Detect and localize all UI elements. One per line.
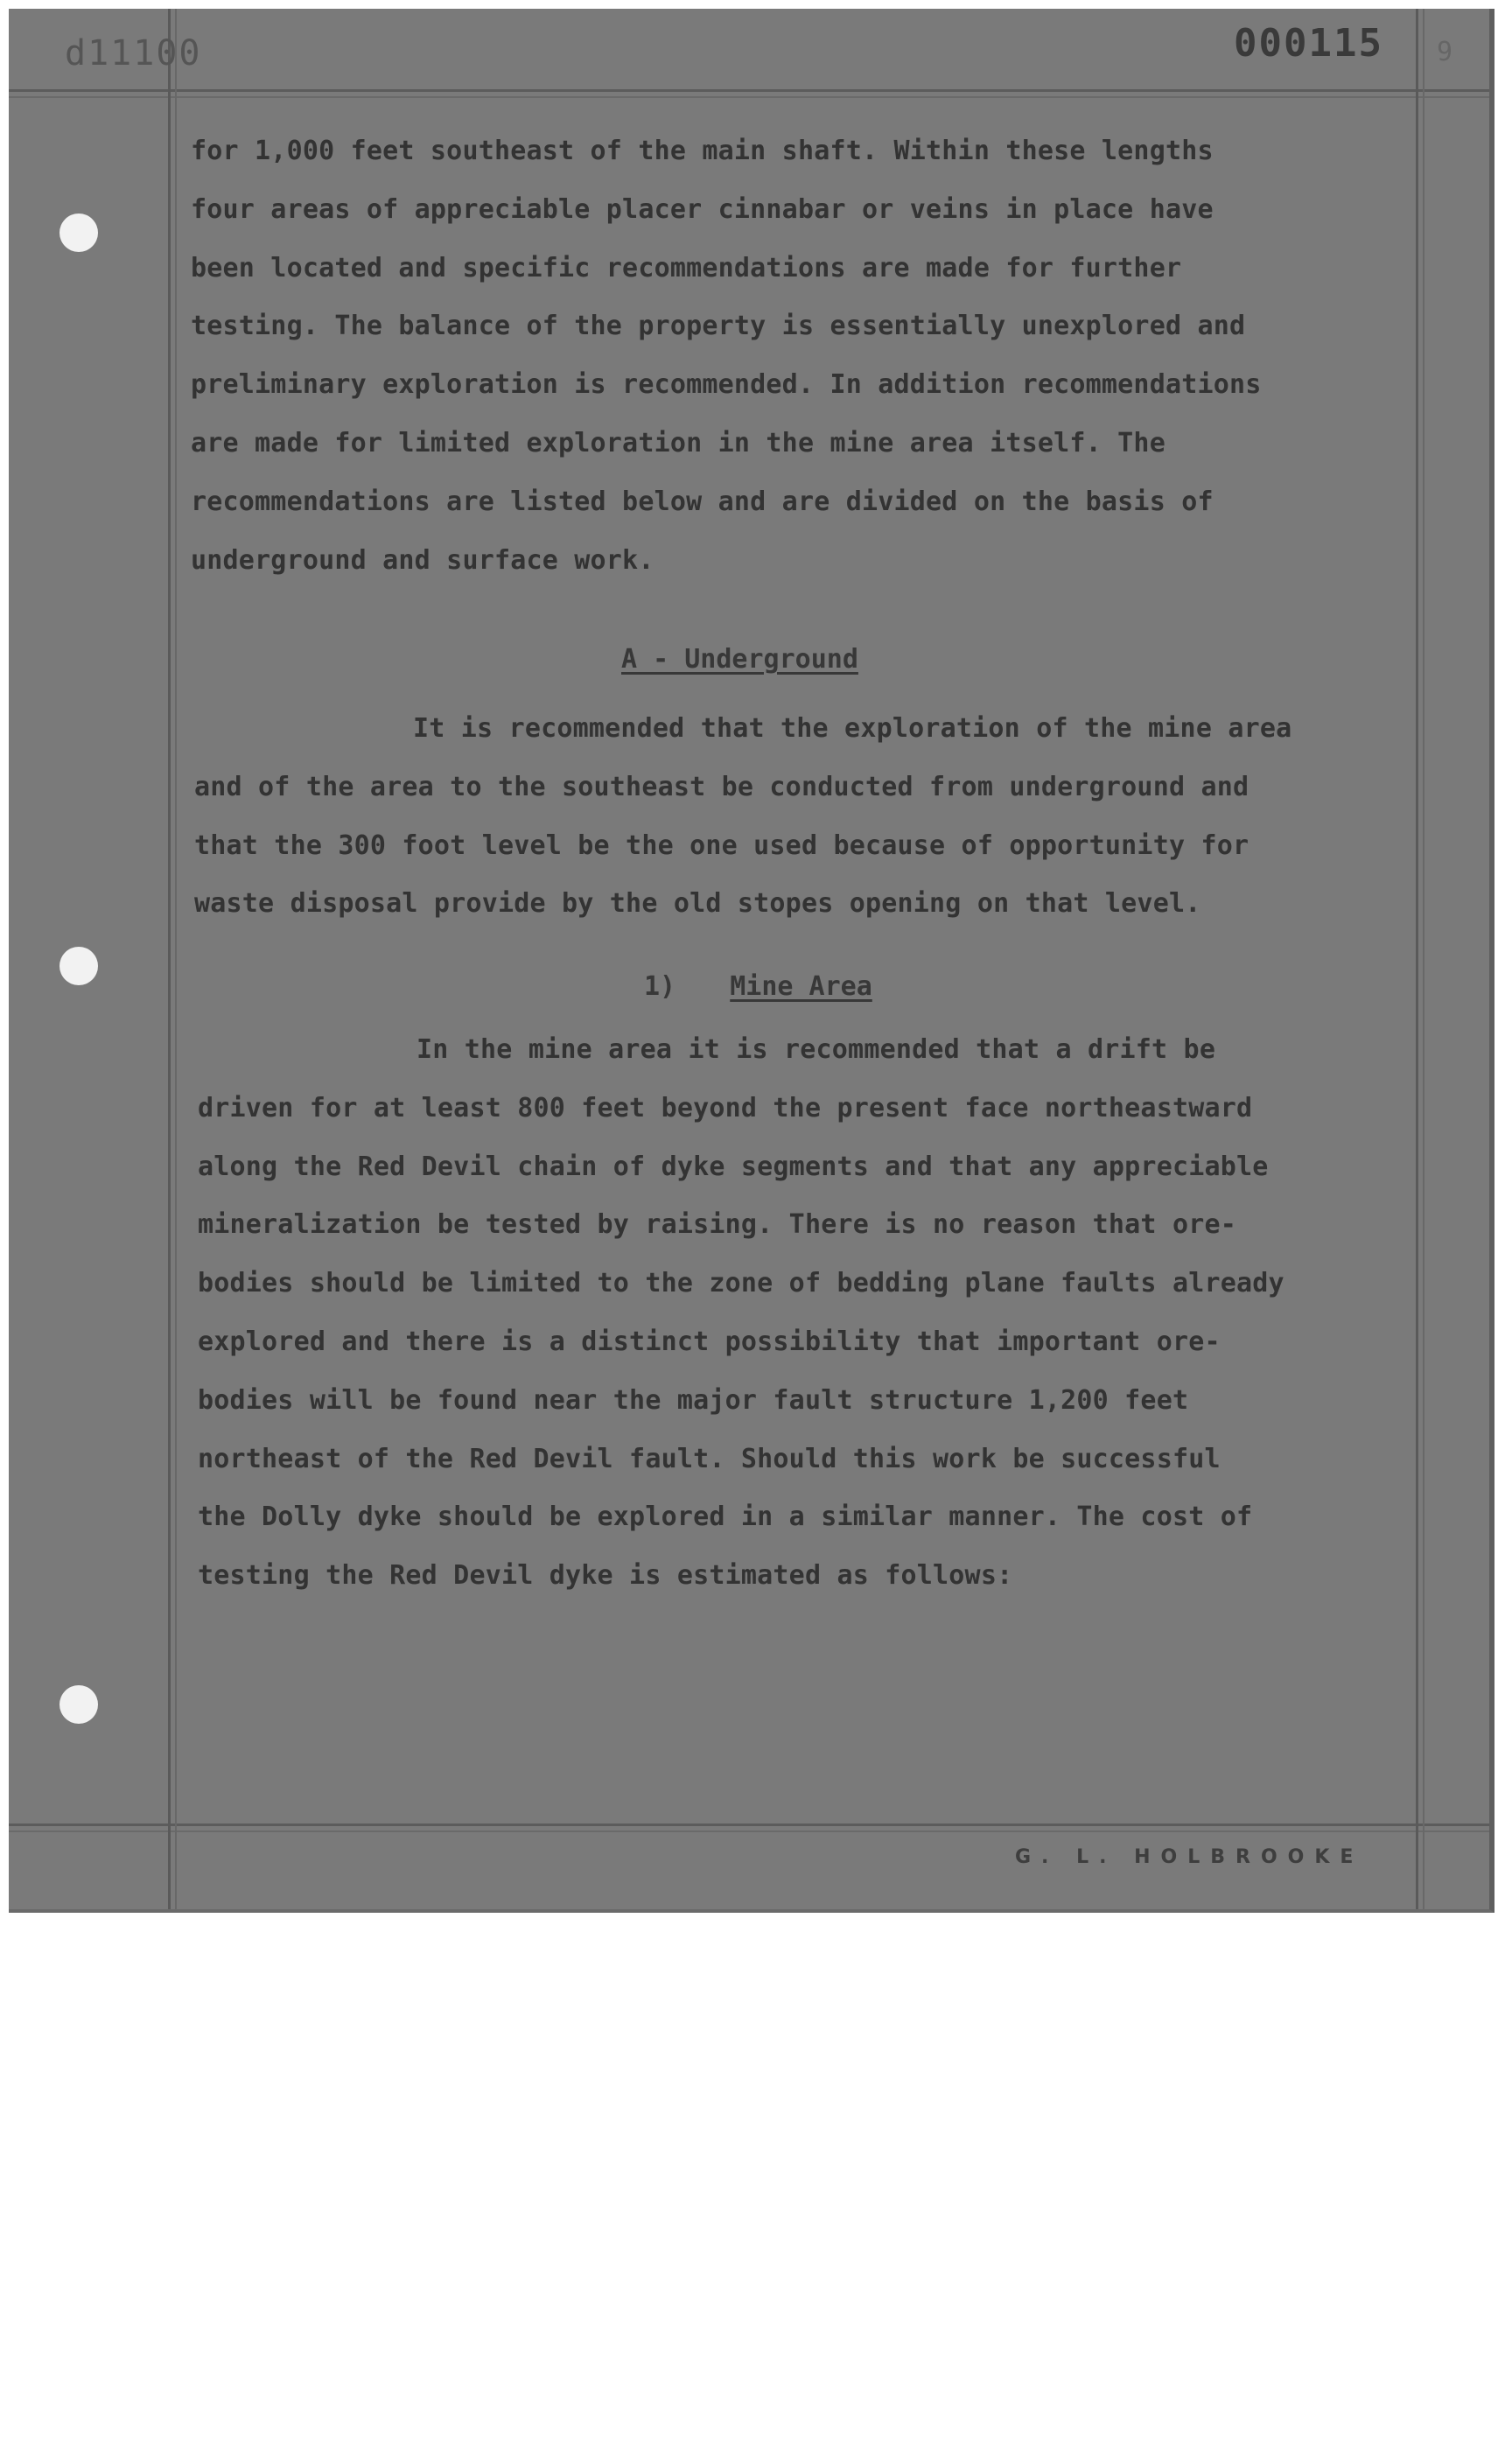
text-line: been located and specific recommendations are made for further	[191, 252, 1182, 284]
text-line: that the 300 foot level be the one used because of opportunity for	[194, 830, 1250, 861]
text-line: driven for at least 800 feet beyond the present face northeastward	[198, 1092, 1253, 1124]
right-margin-rule-inner	[1423, 9, 1424, 1909]
top-margin-rule	[9, 89, 1489, 92]
section-heading-underground	[621, 644, 858, 675]
text-line: bodies will be found near the major fault structure 1,200 feet	[198, 1384, 1189, 1416]
text-line: bodies should be limited to the zone of bedding plane faults already	[198, 1268, 1284, 1299]
binder-hole-top	[60, 214, 98, 252]
binder-hole-bottom	[60, 1685, 98, 1724]
text-line: testing the Red Devil dyke is estimated as follows:	[198, 1560, 1013, 1592]
document-number-stamp-left: d11100	[65, 33, 202, 74]
letterhead-footer: G. L. HOLBROOKE	[1015, 1846, 1364, 1868]
bottom-margin-rule	[9, 1824, 1489, 1826]
binder-hole-middle	[60, 947, 98, 985]
document-number-stamp-right: 000115	[1234, 21, 1383, 66]
left-margin-rule	[168, 9, 171, 1909]
left-margin-rule-inner	[175, 9, 177, 1909]
text-line: four areas of appreciable placer cinnabar or veins in place have	[191, 193, 1214, 225]
text-line: testing. The balance of the property is essentially unexplored and	[191, 311, 1246, 342]
bottom-margin-rule-inner	[9, 1830, 1489, 1832]
text-line: the Dolly dyke should be explored in a similar manner. The cost of	[198, 1502, 1253, 1533]
subsection-heading-text: Mine Area	[730, 971, 872, 1002]
text-line: are made for limited exploration in the mine area itself. The	[191, 427, 1166, 458]
paragraph-mine-area	[198, 1021, 1423, 1606]
section-heading-text: A - Underground	[621, 644, 858, 675]
paragraph-intro	[191, 122, 1416, 590]
text-line: mineralization be tested by raising. There is no reason that ore-	[198, 1209, 1236, 1241]
subsection-number: 1)	[644, 971, 676, 1002]
subsection-heading-mine-area	[644, 971, 872, 1002]
text-line: It is recommended that the exploration of the mine area	[413, 713, 1292, 744]
scanned-page	[9, 9, 1494, 1913]
text-line: preliminary exploration is recommended. In addition recommendations	[191, 369, 1262, 401]
text-line: waste disposal provide by the old stopes opening on that level.	[194, 888, 1201, 920]
text-line: and of the area to the southeast be conducted from underground and	[194, 771, 1250, 802]
text-line: for 1,000 feet southeast of the main shaft. Within these lengths	[191, 136, 1214, 166]
top-margin-rule-inner	[9, 96, 1489, 98]
right-margin-rule	[1416, 9, 1418, 1909]
page-number: 9	[1437, 37, 1453, 67]
text-line: explored and there is a distinct possibility that important ore-	[198, 1326, 1221, 1357]
paragraph-underground	[194, 700, 1419, 934]
text-line: recommendations are listed below and are divided on the basis of	[191, 486, 1214, 517]
text-line: In the mine area it is recommended that a drift be	[416, 1034, 1216, 1065]
text-line: underground and surface work.	[191, 544, 654, 576]
text-line: along the Red Devil chain of dyke segments and that any appreciable	[198, 1151, 1269, 1182]
text-line: northeast of the Red Devil fault. Should this work be successful	[198, 1443, 1221, 1474]
